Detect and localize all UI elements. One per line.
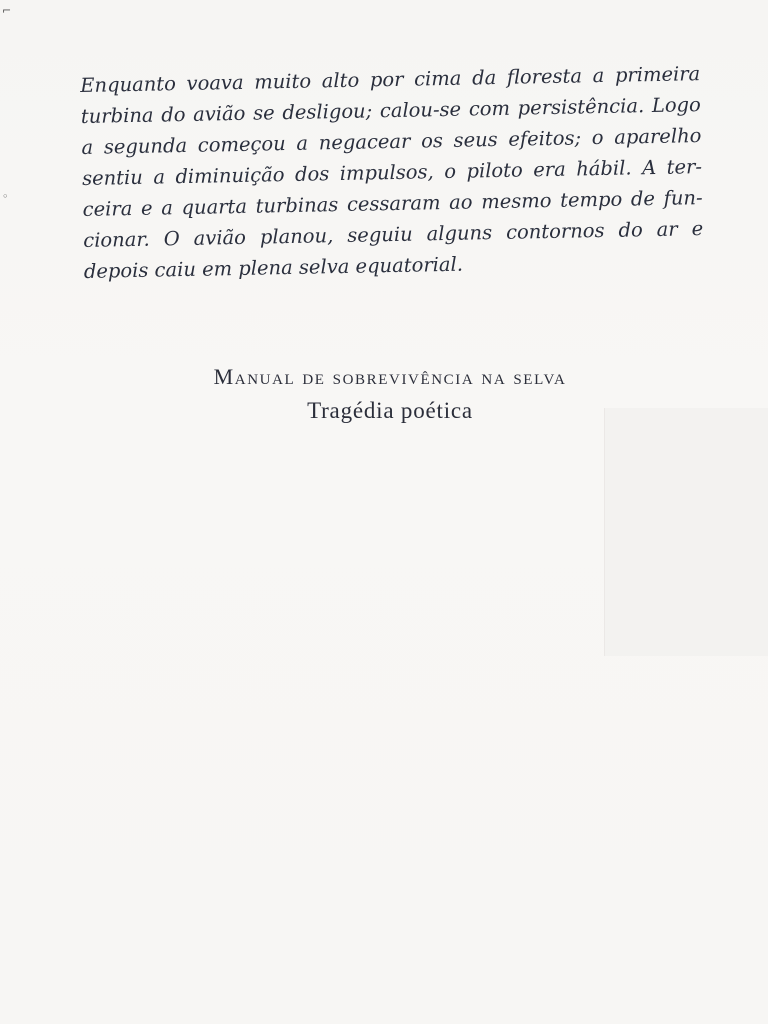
epigraph-line: turbina do avião se desligou; calou-se com persistência. Logo xyxy=(80,93,701,128)
book-title: Manual de sobrevivência na selva xyxy=(213,364,567,389)
edge-mark-top: ⌐ xyxy=(2,4,12,17)
epigraph-paragraph xyxy=(80,58,704,287)
title-block xyxy=(90,364,690,424)
paper-shadow xyxy=(604,408,768,656)
epigraph-line: ceira e a quarta turbinas cessaram ao mesmo tempo de fun- xyxy=(82,186,703,221)
epigraph-line: depois caiu em plena selva equatorial. xyxy=(83,252,464,283)
epigraph-line: cionar. O avião planou, seguiu alguns contornos do ar e xyxy=(83,217,704,252)
epigraph-line: a segunda começou a negacear os seus efeitos; o aparelho xyxy=(81,124,702,159)
epigraph-line: sentiu a diminuição dos impulsos, o piloto era hábil. A ter- xyxy=(81,155,703,190)
edge-mark-left: ◦ xyxy=(2,190,9,203)
book-subtitle: Tragédia poética xyxy=(307,398,473,423)
epigraph-line: Enquanto voava muito alto por cima da floresta a primeira xyxy=(80,62,701,97)
